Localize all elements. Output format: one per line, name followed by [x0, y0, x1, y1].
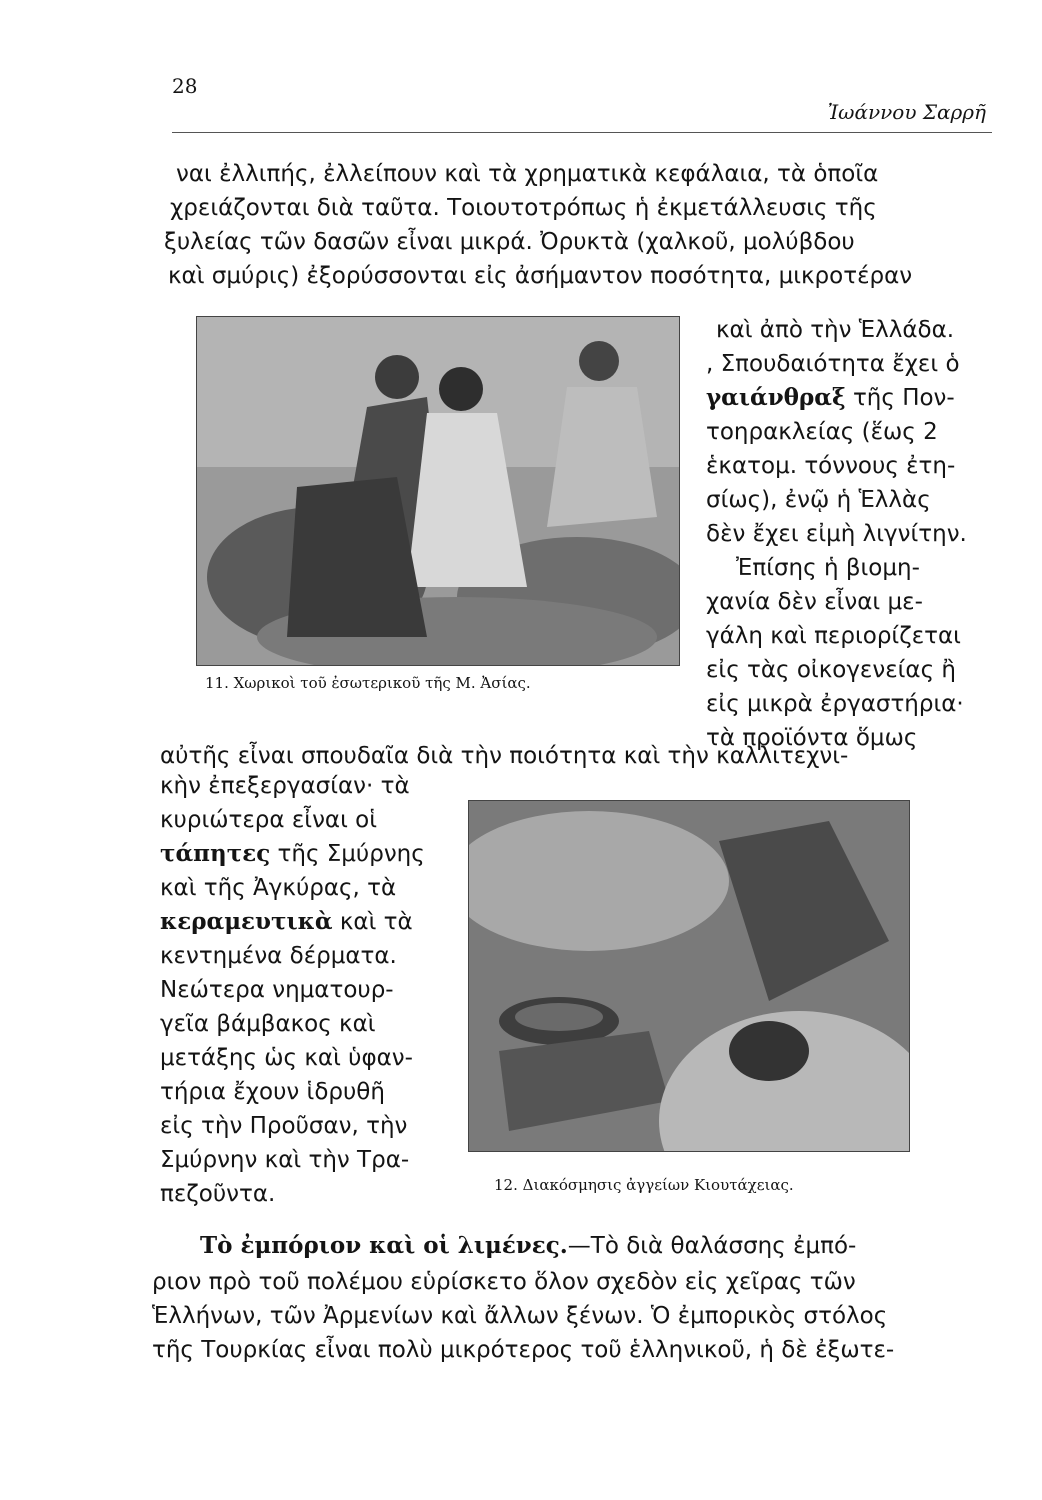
text-line — [160, 908, 413, 936]
running-head: Ἰωάννου Σαρρῆ — [827, 100, 986, 124]
text-line: καὶ ἀπὸ τὴν Ἑλλάδα. — [716, 317, 955, 343]
text-line: τῆς Τουρκίας εἶναι πολὺ μικρότερος τοῦ ἑλληνικοῦ, ἡ δὲ ἐξωτε- — [152, 1337, 895, 1363]
text-line: χρειάζονται διὰ ταῦτα. Τοιουτοτρόπως ἡ ἐκμετάλλευσις τῆς — [170, 195, 877, 221]
text-line: τὰ προϊόντα ὅμως — [706, 725, 918, 751]
text-line: , Σπουδαιότητα ἔχει ὁ — [706, 351, 960, 377]
text-line: εἰς μικρὰ ἐργαστήρια· — [706, 691, 964, 717]
text-span: τῆς Πον- — [852, 385, 955, 411]
text-line: δὲν ἔχει εἰμὴ λιγνίτην. — [706, 521, 967, 547]
text-line: τοηρακλείας (ἕως 2 — [706, 419, 938, 445]
section-heading-line — [200, 1232, 856, 1260]
text-line: Σμύρνην καὶ τὴν Τρα- — [160, 1147, 410, 1173]
text-line: Νεώτερα νηματουρ- — [160, 977, 394, 1003]
text-line: κὴν ἐπεξεργασίαν· τὰ — [160, 773, 410, 799]
text-line: κεντημένα δέρματα. — [160, 943, 397, 969]
text-line: καὶ σμύρις) ἐξορύσσονται εἰς ἀσήμαντον ποσότητα, μικροτέραν — [168, 263, 913, 289]
text-line: ἑκατομ. τόννους ἐτη- — [706, 453, 956, 479]
figure-11-caption: 11. Χωρικοὶ τοῦ ἐσωτερικοῦ τῆς Μ. Ἀσίας. — [205, 674, 531, 692]
text-span: Σπουδαιότητα ἔχει ὁ — [720, 351, 960, 377]
text-line: μετάξης ὡς καὶ ὑφαν- — [160, 1045, 413, 1071]
section-heading: Τὸ ἐμπόριον καὶ οἱ λιμένες. — [200, 1232, 568, 1259]
text-line: χανία δὲν εἶναι με- — [706, 589, 923, 615]
text-line: ξυλείας τῶν δασῶν εἶναι μικρά. Ὀρυκτὰ (χαλκοῦ, μολύβδου — [164, 229, 855, 255]
header-rule — [172, 132, 992, 133]
text-line: γάλη καὶ περιορίζεται — [706, 623, 961, 649]
text-line: γεῖα βάμβακος καὶ — [160, 1011, 376, 1037]
text-line: σίως), ἐνῷ ἡ Ἑλλὰς — [706, 487, 931, 513]
text-line: εἰς τὴν Προῦσαν, τὴν — [160, 1113, 408, 1139]
text-line — [160, 840, 425, 868]
text-line: ριον πρὸ τοῦ πολέμου εὑρίσκετο ὅλον σχεδὸν εἰς χεῖρας τῶν — [152, 1269, 856, 1295]
figure-villagers-photo — [196, 316, 680, 666]
page-number: 28 — [172, 74, 198, 98]
figure-vase-decoration-photo — [468, 800, 910, 1152]
text-span: τῆς Σμύρνης — [277, 841, 425, 867]
text-line: τήρια ἔχουν ἱδρυθῆ — [160, 1079, 385, 1105]
bold-term-coal: γαιάνθραξ — [706, 384, 846, 411]
figure-12-caption: 12. Διακόσμησις ἀγγείων Κιουτάχειας. — [494, 1176, 794, 1194]
bold-term-carpets: τάπητες — [160, 840, 271, 867]
text-line: κυριώτερα εἶναι οἱ — [160, 807, 378, 833]
bold-term-ceramics: κεραμευτικὰ — [160, 908, 333, 935]
text-line: πεζοῦντα. — [160, 1181, 276, 1207]
text-line: αὐτῆς εἶναι σπουδαῖα διὰ τὴν ποιότητα καὶ τὴν καλλιτεχνι- — [160, 743, 849, 769]
text-line: Ἐπίσης ἡ βιομη- — [736, 555, 920, 581]
text-line: Ἑλλήνων, τῶν Ἀρμενίων καὶ ἄλλων ξένων. Ὁ ἐμπορικὸς στόλος — [152, 1303, 888, 1329]
text-span: καὶ τὰ — [339, 909, 413, 935]
text-line: ναι ἐλλιπής, ἐλλείπουν καὶ τὰ χρηματικὰ κεφάλαια, τὰ ὁποῖα — [176, 161, 879, 187]
text-line: εἰς τὰς οἰκογενείας ἢ — [706, 657, 956, 683]
text-line — [706, 384, 955, 412]
text-span: —Τὸ διὰ θαλάσσης ἐμπό- — [567, 1233, 857, 1259]
text-line: καὶ τῆς Ἀγκύρας, τὰ — [160, 875, 397, 901]
